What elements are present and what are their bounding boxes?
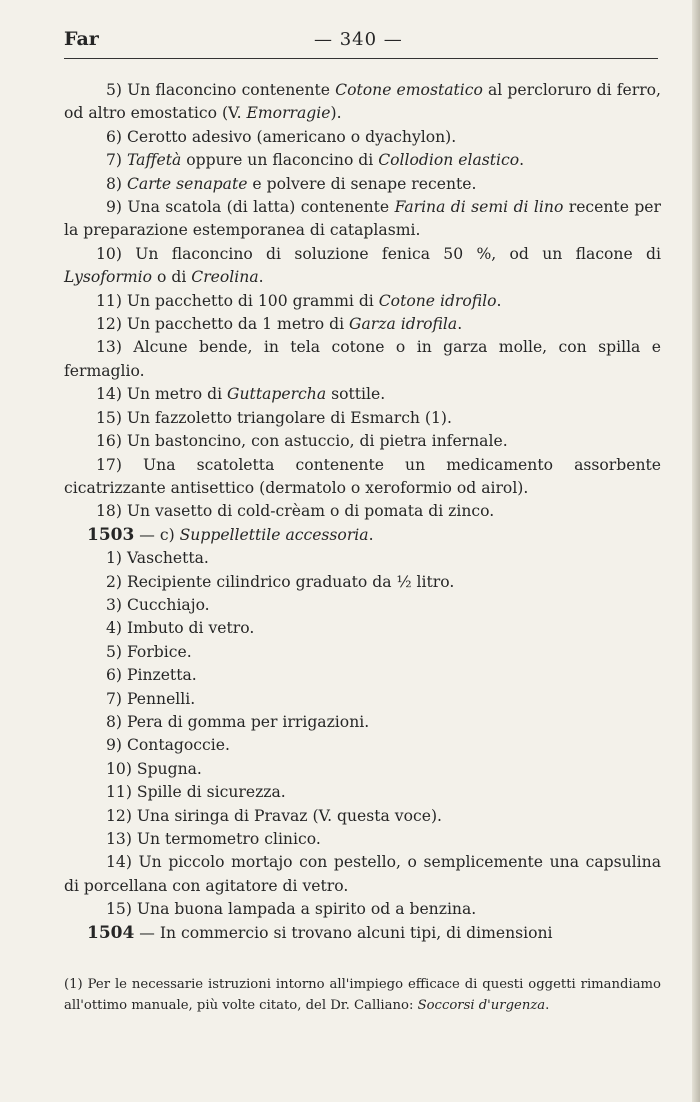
text-run: recente per la preparazione estemporanea di cataplasmi. xyxy=(64,198,661,240)
text-run: 10) Un flaconcino di soluzione fenica 50 %, od un flacone di xyxy=(96,244,661,263)
text-run: . xyxy=(457,315,463,334)
paragraph xyxy=(64,336,661,383)
text-run: 3) Cucchiajo. xyxy=(106,595,210,614)
paragraph xyxy=(64,781,661,804)
paragraph xyxy=(64,641,661,664)
paragraph xyxy=(64,828,661,851)
italic-term: Garza idrofila xyxy=(349,315,458,334)
italic-term: Lysoformio xyxy=(64,268,153,287)
italic-term: Cotone idrofilo xyxy=(378,291,497,310)
text-run: al percloruro di ferro, od altro emostatico (V. xyxy=(64,81,661,123)
paragraph xyxy=(64,805,661,828)
italic-term: Farina di semi di lino xyxy=(394,198,564,217)
italic-term: Guttapercha xyxy=(227,385,327,404)
paragraph xyxy=(64,243,661,290)
paragraph xyxy=(64,594,661,617)
paragraph xyxy=(64,922,661,945)
italic-term: Carte senapate xyxy=(126,174,248,193)
paragraph xyxy=(64,711,661,734)
text-run: sottile. xyxy=(326,385,386,404)
paragraph xyxy=(64,173,661,196)
paragraph xyxy=(64,664,661,687)
paragraph xyxy=(64,126,661,149)
text-run: 17) Una scatoletta contenente un medicamento assorbente cicatrizzante antisettico (dermatolo o xeroformio od airol). xyxy=(64,455,661,497)
text-run: . xyxy=(545,998,550,1013)
body-text xyxy=(64,79,661,945)
italic-term: Creolina xyxy=(191,268,259,287)
italic-term: Soccorsi d'urgenza xyxy=(417,998,546,1013)
text-run: — In commercio si trovano alcuni tipi, di dimensioni xyxy=(134,923,553,942)
paragraph xyxy=(64,196,661,243)
paragraph xyxy=(64,290,661,313)
text-run: 12) Un pacchetto da 1 metro di xyxy=(96,315,350,334)
paragraph xyxy=(64,734,661,757)
text-run: 14) Un metro di xyxy=(96,385,228,404)
paragraph xyxy=(64,547,661,570)
paragraph xyxy=(64,79,661,126)
paragraph xyxy=(64,500,661,523)
italic-term: Collodion elastico xyxy=(378,151,520,170)
text-run: 6) Pinzetta. xyxy=(106,666,197,685)
text-run: 11) Un pacchetto di 100 grammi di xyxy=(96,291,379,310)
text-run: 4) Imbuto di vetro. xyxy=(106,619,255,638)
paragraph xyxy=(64,688,661,711)
paragraph xyxy=(64,758,661,781)
paragraph xyxy=(64,524,661,547)
paragraph xyxy=(64,617,661,640)
text-run: 2) Recipiente cilindrico graduato da ½ litro. xyxy=(106,572,455,591)
text-run: 13) Un termometro clinico. xyxy=(106,830,321,848)
text-run: 9) Una scatola (di latta) contenente xyxy=(106,198,395,217)
text-run: 11) Spille di sicurezza. xyxy=(106,783,286,802)
paragraph xyxy=(64,898,661,921)
text-run: 15) Un fazzoletto triangolare di Esmarch (1). xyxy=(96,408,452,427)
paragraph xyxy=(64,851,661,898)
page-edge-shadow xyxy=(692,0,700,1102)
section-number: 1504 xyxy=(87,922,135,943)
text-run: 6) Cerotto adesivo (americano o dyachylon). xyxy=(106,127,457,146)
italic-term: Taffetà xyxy=(126,151,182,170)
italic-term: Suppellettile accessoria xyxy=(179,525,369,544)
text-run: e polvere di senape recente. xyxy=(247,174,477,193)
paragraph xyxy=(64,313,661,336)
text-run: 5) Un flaconcino contenente xyxy=(106,81,336,99)
text-run: 14) Un piccolo mortajo con pestello, o semplicemente una capsulina di porcellana con agitatore di vetro. xyxy=(64,853,661,895)
text-run: . xyxy=(258,268,264,287)
text-run: 18) Un vasetto di cold-crèam o di pomata di zinco. xyxy=(96,502,495,521)
text-run: . xyxy=(496,291,502,310)
text-run: 16) Un bastoncino, con astuccio, di pietra infernale. xyxy=(96,432,508,451)
paragraph xyxy=(64,430,661,453)
text-run: oppure un flaconcino di xyxy=(181,151,379,170)
footnote xyxy=(64,974,661,1016)
text-run: 15) Una buona lampada a spirito od a benzina. xyxy=(106,900,477,919)
footnotes xyxy=(64,974,661,1016)
paragraph xyxy=(64,149,661,172)
italic-term: Emorragie xyxy=(246,104,331,123)
text-run: o di xyxy=(152,268,192,287)
text-run: 12) Una siringa di Pravaz (V. questa voce). xyxy=(106,806,442,825)
text-run: 9) Contagoccie. xyxy=(106,736,230,755)
text-run: . xyxy=(368,525,374,544)
text-run: . xyxy=(519,151,525,170)
paragraph xyxy=(64,383,661,406)
paragraph xyxy=(64,571,661,594)
section-number: 1503 xyxy=(87,524,135,545)
italic-term: Cotone emostatico xyxy=(335,81,483,99)
text-run: 13) Alcune bende, in tela cotone o in garza molle, con spilla e fermaglio. xyxy=(64,338,661,380)
text-run: (1) Per le necessarie istruzioni intorno all'impiego efficace di questi oggetti rimandiamo all'ottimo manuale, più volte citato, del Dr. Calliano: xyxy=(64,977,661,1013)
paragraph xyxy=(64,407,661,430)
page-header xyxy=(64,28,658,60)
text-run: 1) Vaschetta. xyxy=(106,549,209,568)
text-run: 10) Spugna. xyxy=(106,759,202,778)
text-run: 5) Forbice. xyxy=(106,642,192,661)
text-run: 8) xyxy=(106,174,127,193)
text-run: 8) Pera di gomma per irrigazioni. xyxy=(106,712,370,731)
text-run: 7) Pennelli. xyxy=(106,689,196,708)
paragraph xyxy=(64,454,661,501)
text-run: ). xyxy=(330,104,342,123)
text-run: — c) xyxy=(134,525,180,544)
header-rule xyxy=(64,58,658,59)
page-number: — 340 — xyxy=(314,29,403,50)
running-head: Far xyxy=(64,28,99,50)
text-run: 7) xyxy=(106,151,127,170)
